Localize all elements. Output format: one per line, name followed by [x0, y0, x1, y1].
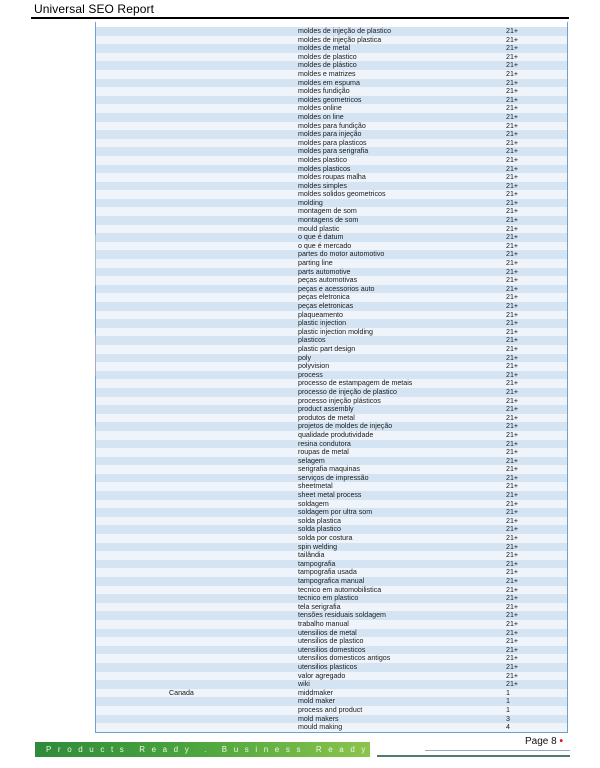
- rank-cell: 21+: [506, 87, 519, 96]
- keyword-cell: processo de injeção de plastico: [298, 387, 397, 396]
- table-row: [96, 689, 567, 698]
- rank-cell: 21+: [506, 680, 519, 689]
- rank-cell: 21+: [506, 198, 519, 207]
- table-row: [96, 268, 567, 277]
- rank-cell: 21+: [506, 27, 519, 35]
- keyword-cell: utensilios domesticos: [298, 645, 366, 654]
- keyword-cell: plaqueamento: [298, 310, 343, 319]
- rank-cell: 21+: [506, 456, 519, 465]
- keyword-cell: tampografica manual: [298, 577, 365, 585]
- table-row: [96, 345, 567, 354]
- keyword-cell: plastic injection molding: [298, 327, 373, 336]
- keyword-cell: product assembly: [298, 405, 354, 414]
- rank-cell: 21+: [506, 241, 519, 250]
- rank-cell: 21+: [506, 611, 519, 620]
- table-row: [96, 551, 567, 560]
- table-row: [96, 611, 567, 620]
- rank-cell: 21+: [506, 155, 519, 164]
- keyword-cell: produtos de metal: [298, 413, 355, 422]
- rank-cell: 21+: [506, 147, 519, 156]
- rank-cell: 21+: [506, 267, 519, 276]
- table-row: [96, 165, 567, 174]
- keyword-cell: utensilios de plastico: [298, 637, 364, 646]
- table-row: [96, 113, 567, 122]
- keyword-cell: solda plastico: [298, 525, 341, 534]
- rank-cell: 21+: [506, 542, 519, 551]
- table-row: [96, 663, 567, 672]
- rank-cell: 21+: [506, 439, 519, 448]
- rank-cell: 21+: [506, 284, 519, 293]
- rank-cell: 21+: [506, 310, 519, 319]
- keyword-cell: trabalho manual: [298, 619, 349, 628]
- rank-cell: 21+: [506, 302, 519, 310]
- rank-cell: 21+: [506, 654, 519, 663]
- rank-cell: 21+: [506, 405, 519, 414]
- keyword-cell: tailândia: [298, 551, 325, 560]
- table-row: [96, 233, 567, 242]
- keyword-cell: moldes on line: [298, 112, 344, 121]
- table-row: [96, 207, 567, 216]
- table-row: [96, 723, 567, 732]
- rank-cell: 21+: [506, 645, 519, 654]
- table-row: [96, 36, 567, 45]
- table-row: [96, 354, 567, 363]
- keyword-cell: moldes online: [298, 104, 342, 113]
- rank-cell: 21+: [506, 387, 519, 396]
- table-row: [96, 534, 567, 543]
- keyword-cell: peças automotivas: [298, 276, 358, 285]
- rank-cell: 21+: [506, 216, 519, 225]
- table-row: [96, 96, 567, 105]
- rank-cell: 1: [506, 705, 510, 714]
- keyword-cell: moldes geometricos: [298, 95, 362, 104]
- table-row: [96, 491, 567, 500]
- rank-cell: 21+: [506, 327, 519, 336]
- keyword-cell: moldes e matrizes: [298, 69, 356, 78]
- page-bullet-icon: •: [559, 736, 563, 747]
- table-row: [96, 311, 567, 320]
- footer-tagline: Products Ready . Business Ready: [46, 745, 372, 754]
- rank-cell: 21+: [506, 448, 519, 457]
- rank-cell: 21+: [506, 130, 519, 139]
- table-row: [96, 173, 567, 182]
- table-row: [96, 379, 567, 388]
- rank-cell: 1: [506, 697, 510, 706]
- rank-cell: 21+: [506, 499, 519, 508]
- keyword-cell: moldes solidos geometricos: [298, 190, 386, 199]
- rank-cell: 21+: [506, 508, 519, 517]
- footer-rule: [377, 755, 570, 757]
- footer-thin-rule: [425, 750, 570, 751]
- table-row: [96, 225, 567, 234]
- rank-cell: 21+: [506, 112, 519, 121]
- keyword-cell: plastic injection: [298, 319, 347, 328]
- table-row: [96, 259, 567, 268]
- table-row: [96, 620, 567, 629]
- keyword-cell: moldes para injeção: [298, 130, 362, 139]
- rank-cell: 21+: [506, 121, 519, 130]
- table-row: [96, 672, 567, 681]
- keyword-cell: process: [298, 370, 323, 379]
- keyword-cell: tampografia: [298, 559, 336, 568]
- table-row: [96, 603, 567, 612]
- keyword-cell: projetos de moldes de injeção: [298, 422, 393, 431]
- rank-cell: 21+: [506, 473, 519, 482]
- rank-cell: 21+: [506, 525, 519, 534]
- rank-cell: 21+: [506, 173, 519, 182]
- keyword-cell: moldes fundição: [298, 87, 350, 96]
- table-row: [96, 680, 567, 689]
- keyword-cell: utensilios de metal: [298, 628, 357, 637]
- page-number-label: Page 8: [525, 736, 557, 747]
- table-row: [96, 525, 567, 534]
- rank-cell: 21+: [506, 585, 519, 594]
- country-cell: Canada: [169, 688, 194, 697]
- keyword-cell: tensões residuais soldagem: [298, 611, 386, 620]
- keyword-cell: roupas de metal: [298, 448, 349, 457]
- table-row: [96, 122, 567, 131]
- rank-cell: 21+: [506, 259, 519, 268]
- table-row: [96, 242, 567, 251]
- keyword-cell: moldes de injeção plastica: [298, 35, 382, 44]
- table-row: [96, 371, 567, 380]
- keyword-cell: mold makers: [298, 714, 339, 723]
- keyword-cell: moldes para plasticos: [298, 138, 367, 147]
- keyword-cell: moldes para serigrafia: [298, 147, 369, 156]
- keyword-cell: peças eletronicas: [298, 302, 354, 310]
- keyword-cell: valor agregado: [298, 671, 346, 680]
- keyword-cell: moldes roupas malha: [298, 173, 366, 182]
- rank-cell: 21+: [506, 44, 519, 53]
- rank-cell: 21+: [506, 379, 519, 388]
- rank-cell: 21+: [506, 551, 519, 560]
- rank-cell: 21+: [506, 422, 519, 431]
- table-row: [96, 629, 567, 638]
- rank-cell: 21+: [506, 207, 519, 216]
- table-row: [96, 414, 567, 423]
- rank-cell: 21+: [506, 370, 519, 379]
- keyword-cell: plastic part design: [298, 344, 356, 353]
- table-row: [96, 199, 567, 208]
- rank-cell: 21+: [506, 104, 519, 113]
- table-row: [96, 637, 567, 646]
- rank-cell: 21+: [506, 69, 519, 78]
- table-row: [96, 474, 567, 483]
- table-row: [96, 156, 567, 165]
- rank-cell: 21+: [506, 516, 519, 525]
- keyword-cell: moldes de injeção de plastico: [298, 27, 392, 35]
- rank-cell: 21+: [506, 353, 519, 362]
- table-row: [96, 139, 567, 148]
- keyword-cell: sheetmetal: [298, 482, 333, 491]
- keyword-cell: spin welding: [298, 542, 338, 551]
- table-row: [96, 79, 567, 88]
- rank-cell: 21+: [506, 637, 519, 646]
- keyword-cell: tela serigrafia: [298, 602, 341, 611]
- keyword-cell: o que é mercado: [298, 241, 352, 250]
- keyword-cell: tecnico em automobilistica: [298, 585, 382, 594]
- keyword-cell: o que é datum: [298, 233, 344, 242]
- keyword-cell: moldes para fundição: [298, 121, 366, 130]
- rank-cell: 21+: [506, 52, 519, 61]
- keyword-cell: moldes plastico: [298, 155, 347, 164]
- keyword-cell: parts automotive: [298, 267, 351, 276]
- keyword-cell: tecnico em plastico: [298, 594, 359, 603]
- report-title: Universal SEO Report: [34, 2, 155, 16]
- rank-cell: 21+: [506, 413, 519, 422]
- rank-cell: 21+: [506, 482, 519, 491]
- table-row: [96, 388, 567, 397]
- table-row: [96, 130, 567, 139]
- table-row: [96, 87, 567, 96]
- keyword-cell: mold maker: [298, 697, 336, 706]
- table-row: [96, 508, 567, 517]
- table-row: [96, 517, 567, 526]
- keyword-cell: moldes de metal: [298, 44, 351, 53]
- table-row: [96, 586, 567, 595]
- rank-cell: 21+: [506, 491, 519, 500]
- rank-cell: 21+: [506, 577, 519, 585]
- rank-cell: 21+: [506, 61, 519, 70]
- table-row: [96, 336, 567, 345]
- table-row: [96, 482, 567, 491]
- page-number: [525, 736, 563, 747]
- rank-cell: 3: [506, 714, 510, 723]
- keyword-cell: moldes plasticos: [298, 164, 351, 173]
- table-row: [96, 276, 567, 285]
- table-row: [96, 706, 567, 715]
- table-row: [96, 190, 567, 199]
- keyword-cell: utensilios domesticos antigos: [298, 654, 391, 663]
- rank-cell: 21+: [506, 78, 519, 87]
- table-row: [96, 44, 567, 53]
- rank-cell: 21+: [506, 95, 519, 104]
- table-row: [96, 448, 567, 457]
- keyword-cell: utensilios plasticos: [298, 662, 358, 671]
- table-row: [96, 147, 567, 156]
- rank-cell: 21+: [506, 190, 519, 199]
- table-row: [96, 285, 567, 294]
- rank-cell: 4: [506, 723, 510, 732]
- table-row: [96, 53, 567, 62]
- table-row: [96, 70, 567, 79]
- keyword-cell: poly: [298, 353, 312, 362]
- table-row: [96, 250, 567, 259]
- table-row: [96, 422, 567, 431]
- keyword-cell: mould plastic: [298, 224, 340, 233]
- keyword-cell: parting line: [298, 259, 333, 268]
- keyword-cell: moldes de plastico: [298, 52, 357, 61]
- header-divider: [31, 17, 569, 19]
- rank-cell: 21+: [506, 465, 519, 474]
- rank-cell: 21+: [506, 594, 519, 603]
- rank-cell: 21+: [506, 233, 519, 242]
- rank-cell: 21+: [506, 344, 519, 353]
- table-row: [96, 560, 567, 569]
- rank-cell: 21+: [506, 138, 519, 147]
- rank-cell: 21+: [506, 619, 519, 628]
- keyword-cell: processo de estampagem de metais: [298, 379, 413, 388]
- table-row: [96, 397, 567, 406]
- rank-cell: 21+: [506, 628, 519, 637]
- table-row: [96, 216, 567, 225]
- keyword-cell: solda por costura: [298, 534, 353, 543]
- table-row: [96, 182, 567, 191]
- rank-cell: 21+: [506, 250, 519, 259]
- keyword-cell: sheet metal process: [298, 491, 362, 500]
- rank-cell: 21+: [506, 35, 519, 44]
- table-row: [96, 27, 567, 36]
- keyword-cell: solda plastica: [298, 516, 341, 525]
- keyword-cell: montagens de som: [298, 216, 359, 225]
- keyword-cell: peças e acessorios auto: [298, 284, 375, 293]
- rank-cell: 21+: [506, 276, 519, 285]
- rank-cell: 21+: [506, 396, 519, 405]
- table-row: [96, 654, 567, 663]
- table-row: [96, 594, 567, 603]
- table-row: [96, 328, 567, 337]
- table-row: [96, 568, 567, 577]
- rank-cell: 21+: [506, 534, 519, 543]
- table-row: [96, 405, 567, 414]
- keyword-cell: qualidade produtividade: [298, 430, 374, 439]
- table-row: [96, 465, 567, 474]
- keyword-cell: soldagem por ultra som: [298, 508, 373, 517]
- table-row: [96, 646, 567, 655]
- rank-cell: 21+: [506, 319, 519, 328]
- keyword-cell: moldes simples: [298, 181, 347, 190]
- keyword-cell: plasticos: [298, 336, 326, 345]
- keyword-cell: moldes de plástico: [298, 61, 357, 70]
- table-row: [96, 577, 567, 586]
- keyword-cell: polyvision: [298, 362, 330, 371]
- keyword-cell: processo injeção plásticos: [298, 396, 381, 405]
- keyword-cell: tampografia usada: [298, 568, 357, 577]
- rank-cell: 21+: [506, 293, 519, 302]
- keyword-cell: partes do motor automotivo: [298, 250, 385, 259]
- rank-cell: 21+: [506, 568, 519, 577]
- keyword-cell: serviços de impressão: [298, 473, 369, 482]
- table-row: [96, 715, 567, 724]
- table-row: [96, 302, 567, 311]
- keyword-cell: middmaker: [298, 688, 334, 697]
- table-row: [96, 61, 567, 70]
- rank-cell: 21+: [506, 671, 519, 680]
- table-row: [96, 362, 567, 371]
- rank-cell: 21+: [506, 181, 519, 190]
- rank-cell: 21+: [506, 430, 519, 439]
- rank-cell: 21+: [506, 336, 519, 345]
- table-row: [96, 543, 567, 552]
- table-row: [96, 319, 567, 328]
- keyword-cell: wiki: [298, 680, 310, 689]
- keyword-cell: montagem de som: [298, 207, 357, 216]
- table-row: [96, 431, 567, 440]
- table-row: [96, 293, 567, 302]
- keyword-cell: resina condutora: [298, 439, 351, 448]
- keyword-cell: process and product: [298, 705, 363, 714]
- keyword-cell: peças eletronica: [298, 293, 350, 302]
- keyword-cell: soldagem: [298, 499, 329, 508]
- keyword-cell: serigrafia maquinas: [298, 465, 360, 474]
- keyword-cell: selagem: [298, 456, 325, 465]
- table-row: [96, 104, 567, 113]
- rank-cell: 21+: [506, 559, 519, 568]
- rank-cell: 1: [506, 688, 510, 697]
- table-row: [96, 457, 567, 466]
- table-row: [96, 440, 567, 449]
- table-row: [96, 500, 567, 509]
- rank-cell: 21+: [506, 164, 519, 173]
- table-body: [96, 27, 567, 732]
- rank-cell: 21+: [506, 224, 519, 233]
- rank-cell: 21+: [506, 662, 519, 671]
- table-row: [96, 697, 567, 706]
- rank-cell: 21+: [506, 602, 519, 611]
- rank-cell: 21+: [506, 362, 519, 371]
- keyword-cell: molding: [298, 198, 323, 207]
- keyword-cell: moldes em espuma: [298, 78, 360, 87]
- keyword-cell: mould making: [298, 723, 343, 732]
